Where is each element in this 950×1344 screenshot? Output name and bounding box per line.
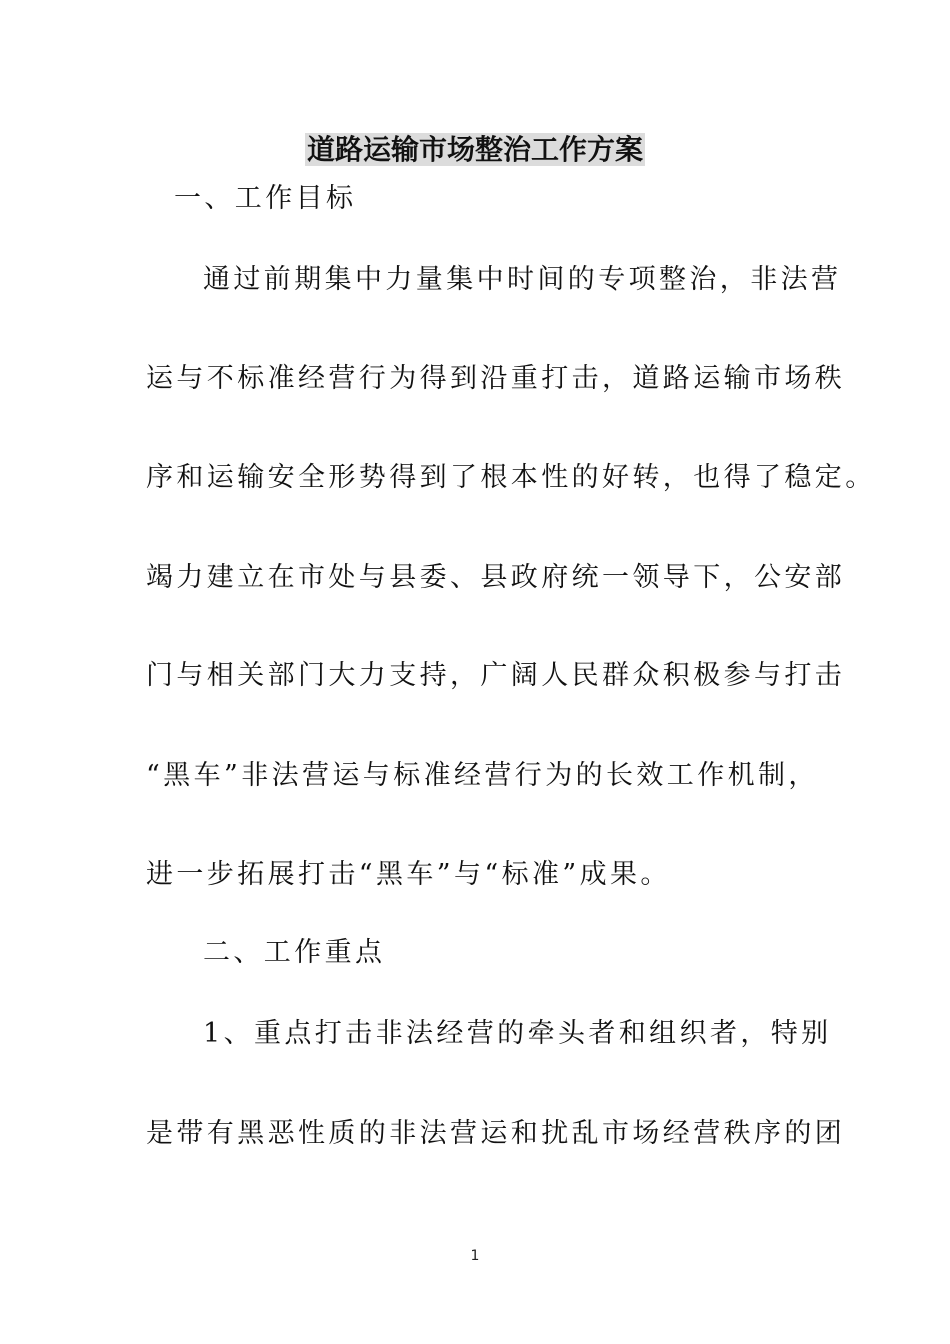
paragraph-line: 1、重点打击非法经营的牵头者和组织者，特别 (203, 1018, 832, 1049)
paragraph-line: 是带有黑恶性质的非法营运和扰乱市场经营秩序的团 (146, 1118, 846, 1149)
page-number: 1 (470, 1248, 480, 1264)
paragraph-line: 竭力建立在市处与县委、县政府统一领导下，公安部 (146, 562, 846, 593)
paragraph-line: 通过前期集中力量集中时间的专项整治，非法营 (203, 264, 842, 295)
document-title-text: 道路运输市场整治工作方案 (306, 133, 643, 166)
document-title (0, 131, 950, 169)
paragraph-line: 门与相关部门大力支持，广阔人民群众积极参与打击 (146, 660, 846, 691)
section-heading-priorities: 二、工作重点 (203, 937, 386, 968)
paragraph-line: “黑车”非法营运与标准经营行为的长效工作机制， (146, 760, 819, 791)
paragraph-line: 进一步拓展打击“黑车”与“标准”成果。 (146, 859, 671, 890)
paragraph-line: 序和运输安全形势得到了根本性的好转，也得了稳定。 (146, 462, 876, 493)
section-heading-goals: 一、工作目标 (174, 183, 357, 214)
paragraph-line: 运与不标准经营行为得到沿重打击，道路运输市场秩 (146, 363, 846, 394)
